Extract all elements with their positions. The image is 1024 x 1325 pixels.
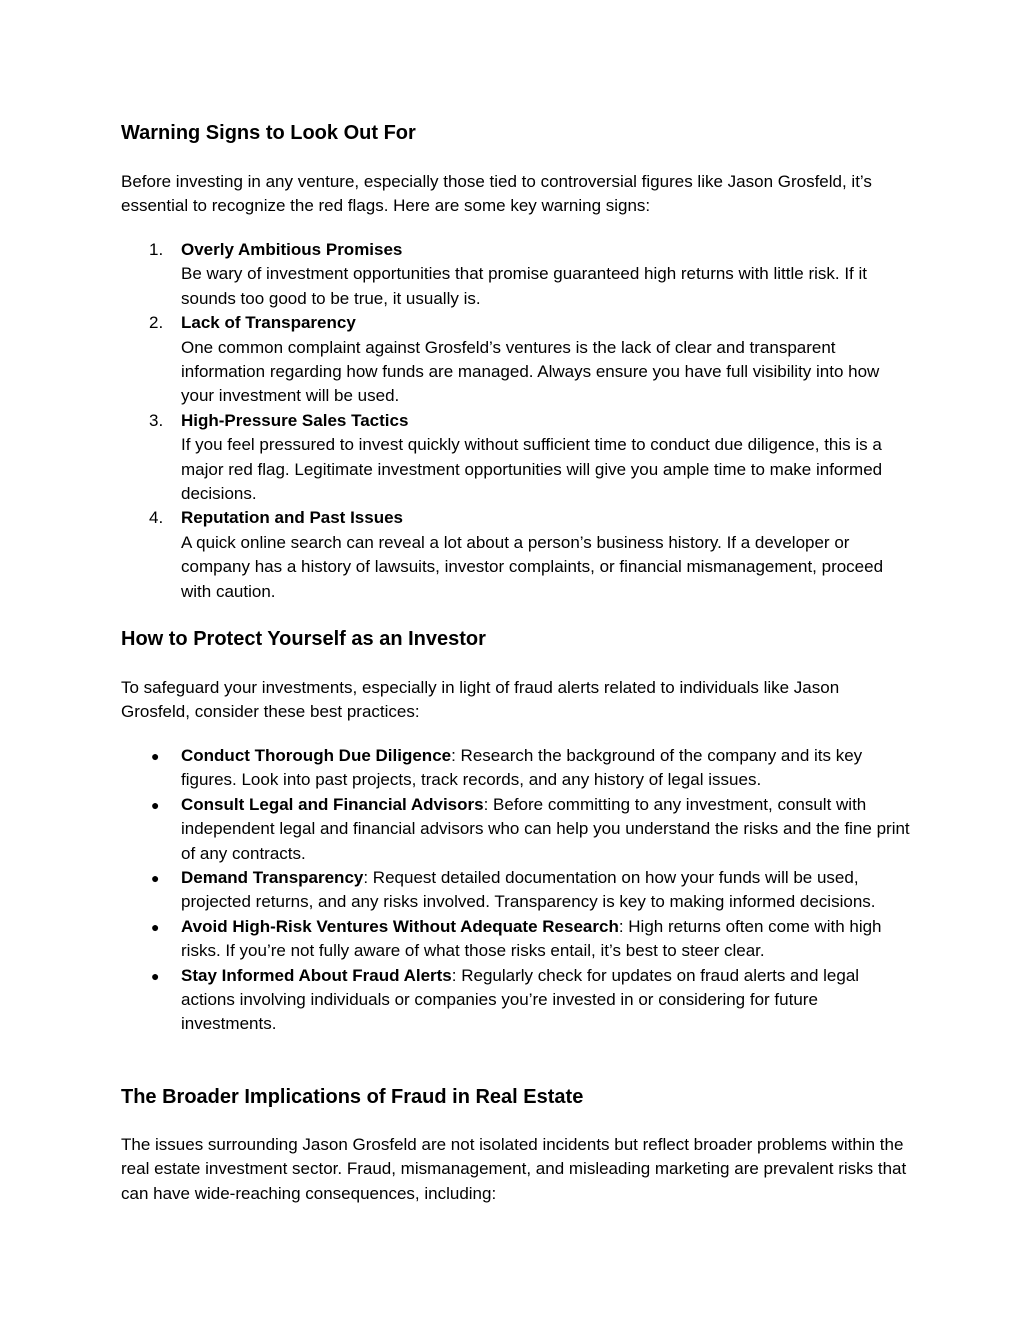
list-number: 1. xyxy=(149,240,164,259)
item-text: : Before committing to any investment, consult with independent legal and financial advisors who can help you understand the risks and the fine print of any contracts. xyxy=(181,794,910,863)
bullet-icon: ● xyxy=(151,748,160,764)
item-text: : High returns often come with high risks. If you’re not fully aware of what those risks entail, it’s best to steer clear. xyxy=(181,916,882,961)
list-item xyxy=(121,964,911,1037)
item-description: Be wary of investment opportunities that promise guaranteed high returns with little risk. If it sounds too good to be true, it usually is. xyxy=(181,264,867,308)
bullet-icon: ● xyxy=(151,918,160,935)
item-title: Reputation and Past Issues xyxy=(181,508,403,528)
heading-protect-yourself: How to Protect Yourself as an Investor xyxy=(121,628,486,650)
item-text: : Regularly check for updates on fraud alerts and legal actions involving individuals or companies you’re invested in or considering for future investments. xyxy=(181,965,860,1034)
list-item xyxy=(121,409,911,507)
item-text: : Research the background of the company and its key figures. Look into past projects, track records, and any history of legal issues. xyxy=(181,746,863,790)
list-number: 2. xyxy=(149,313,164,333)
list-item xyxy=(121,866,911,915)
item-lead: Stay Informed About Fraud Alerts xyxy=(181,965,452,985)
item-lead: Demand Transparency xyxy=(181,868,364,888)
best-practices-list xyxy=(121,744,911,1037)
item-title: Overly Ambitious Promises xyxy=(181,240,403,259)
broader-implications-intro: The issues surrounding Jason Grosfeld are not isolated incidents but reflect broader problems within the real estate investment sector. Fraud, mismanagement, and misleading marketing are prevalent risks that can have wide-reaching consequences, including: xyxy=(121,1135,907,1203)
list-item xyxy=(121,311,911,409)
item-description: If you feel pressured to invest quickly without sufficient time to conduct due diligence, this is a major red flag. Legitimate investment opportunities will give you ample time to make informed decisions. xyxy=(181,435,883,504)
item-lead: Avoid High-Risk Ventures Without Adequate Research xyxy=(181,916,619,936)
list-item xyxy=(121,238,911,311)
item-title: High-Pressure Sales Tactics xyxy=(181,410,409,430)
warning-signs-intro: Before investing in any venture, especially those tied to controversial figures like Jason Grosfeld, it’s essential to recognize the red flags. Here are some key warning signs: xyxy=(121,172,872,216)
protect-yourself-intro: To safeguard your investments, especially in light of fraud alerts related to individuals like Jason Grosfeld, consider these best practices: xyxy=(121,678,840,722)
item-description: A quick online search can reveal a lot about a person’s business history. If a developer or company has a history of lawsuits, investor complaints, or financial mismanagement, proceed with caution. xyxy=(181,532,884,601)
item-title: Lack of Transparency xyxy=(181,313,356,333)
item-lead: Conduct Thorough Due Diligence xyxy=(181,746,452,765)
list-item xyxy=(121,915,911,964)
warning-signs-list xyxy=(121,238,911,604)
bullet-icon: ● xyxy=(151,796,160,813)
list-number: 3. xyxy=(149,410,164,430)
bullet-icon: ● xyxy=(151,967,160,984)
heading-warning-signs: Warning Signs to Look Out For xyxy=(121,122,416,144)
list-item xyxy=(121,506,911,604)
heading-broader-implications: The Broader Implications of Fraud in Real Estate xyxy=(121,1086,584,1108)
list-item xyxy=(121,744,911,793)
list-number: 4. xyxy=(149,508,164,528)
item-description: One common complaint against Grosfeld’s ventures is the lack of clear and transparent information regarding how funds are managed. Always ensure you have full visibility into how your investment will be used. xyxy=(181,337,880,406)
bullet-icon: ● xyxy=(151,870,160,887)
item-text: : Request detailed documentation on how your funds will be used, projected returns, and any risks involved. Transparency is key to making informed decisions. xyxy=(181,868,876,912)
item-lead: Consult Legal and Financial Advisors xyxy=(181,794,484,814)
list-item xyxy=(121,793,911,866)
